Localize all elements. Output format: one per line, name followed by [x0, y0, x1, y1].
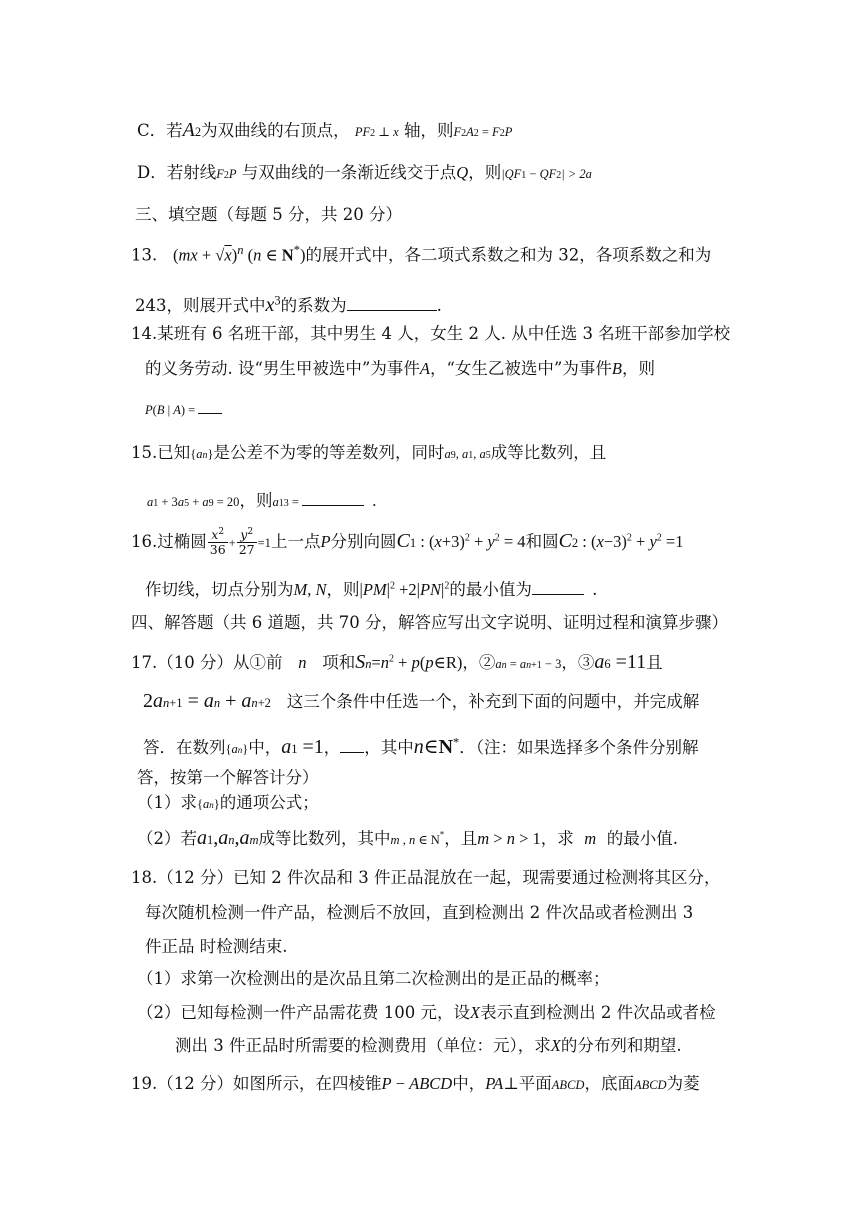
- answer-blank[interactable]: [532, 593, 584, 595]
- question-13-line-1: 13. (mx + √x)$^n$ (n ∈ N*)的展开式中，各二项式系数之和为 32，各项系数之和为: [131, 243, 712, 265]
- question-14-line-1: 14.某班有 6 名班干部，其中男生 4 人，女生 2 人. 从中任选 3 名班干部参加学校: [131, 324, 731, 343]
- question-15-line-2: a1 + 3a5 + a9 = 20，则a13 = .: [147, 491, 377, 510]
- answer-blank[interactable]: [347, 309, 437, 311]
- question-17-line-3: 答．在数列{an}中，a1 =1， ，其中n∈N*．（注：如果选择多个条件分别解: [143, 735, 699, 758]
- question-16-line-2: 作切线，切点分别为M, N，则$|PM|^2 +2|PN|^2$的最小值为 .: [145, 580, 598, 599]
- question-18-line-2: 每次随机检测一件产品，检测后不放回，直到检测出 2 件次品或者检测出 3: [145, 903, 694, 922]
- question-17-part-2: （2）若a1,an,am成等比数列，其中m , n ∈ N*，且m > n > 1，求 m 的最小值.: [137, 827, 678, 849]
- question-18-part-2-cont: 测出 3 件正品时所需要的检测费用（单位：元），求X的分布列和期望.: [175, 1036, 682, 1055]
- question-14-line-3: P(B | A) =: [145, 402, 222, 419]
- question-18-part-2: （2）已知每检测一件产品需花费 100 元，设X表示直到检测出 2 件次品或者检: [137, 1003, 716, 1022]
- answer-blank[interactable]: [302, 504, 364, 506]
- question-16-line-1: 16.过椭圆 $\frac{x^2}{36}$ + $\frac{y^2}{27}$ =1上一点P分别向圆C1 : $(x+3)^2 + y^2 = 4$和圆C2 : $(x-3)^2 + y^2 =1$: [131, 527, 684, 557]
- question-17-part-1: （1）求{an}的通项公式；: [137, 793, 319, 812]
- section-4-title: 四、解答题（共 6 道题，共 70 分，解答应写出文字说明、证明过程和演算步骤）: [131, 613, 728, 632]
- question-19-line-1: 19.（12 分）如图所示，在四棱锥P − ABCD中，PA⊥平面ABCD，底面ABCD为菱: [131, 1074, 700, 1093]
- question-17-line-4: 答，按第一个解答计分）: [137, 768, 319, 787]
- question-18-line-3: 件正品 时检测结束.: [145, 937, 288, 956]
- q12-option-d: D．若射线F2P 与双曲线的一条渐近线交于点Q，则|QF1 − QF2| > 2a: [137, 163, 592, 182]
- q12-option-c: C．若A2为双曲线的右顶点， PF2 ⊥ x 轴，则F2A2 = F2P: [137, 119, 513, 141]
- question-14-line-2: 的义务劳动. 设“男生甲被选中”为事件A，“女生乙被选中”为事件B，则: [145, 359, 655, 378]
- question-18-part-1: （1）求第一次检测出的是次品且第二次检测出的是正品的概率；: [137, 969, 610, 988]
- question-13-line-2: 243，则展开式中$x^3$的系数为 .: [135, 293, 442, 316]
- question-17-line-2: 2an+1 = an + an+2 这三个条件中任选一个，补充到下面的问题中，并完成解: [143, 690, 700, 712]
- section-3-title: 三、填空题（每题 5 分，共 20 分）: [135, 205, 402, 224]
- answer-blank[interactable]: [340, 751, 364, 753]
- question-17-line-1: 17.（10 分）从①前 n 项和$Sn=n^2$ + p(p∈R)，②an = an+1 − 3，③a6 =11且: [131, 651, 663, 673]
- answer-blank[interactable]: [198, 412, 222, 414]
- question-18-line-1: 18.（12 分）已知 2 件次品和 3 件正品混放在一起，现需要通过检测将其区分，: [131, 868, 721, 887]
- question-15-line-1: 15.已知{an}是公差不为零的等差数列，同时a9, a1, a5成等比数列，且: [131, 443, 607, 462]
